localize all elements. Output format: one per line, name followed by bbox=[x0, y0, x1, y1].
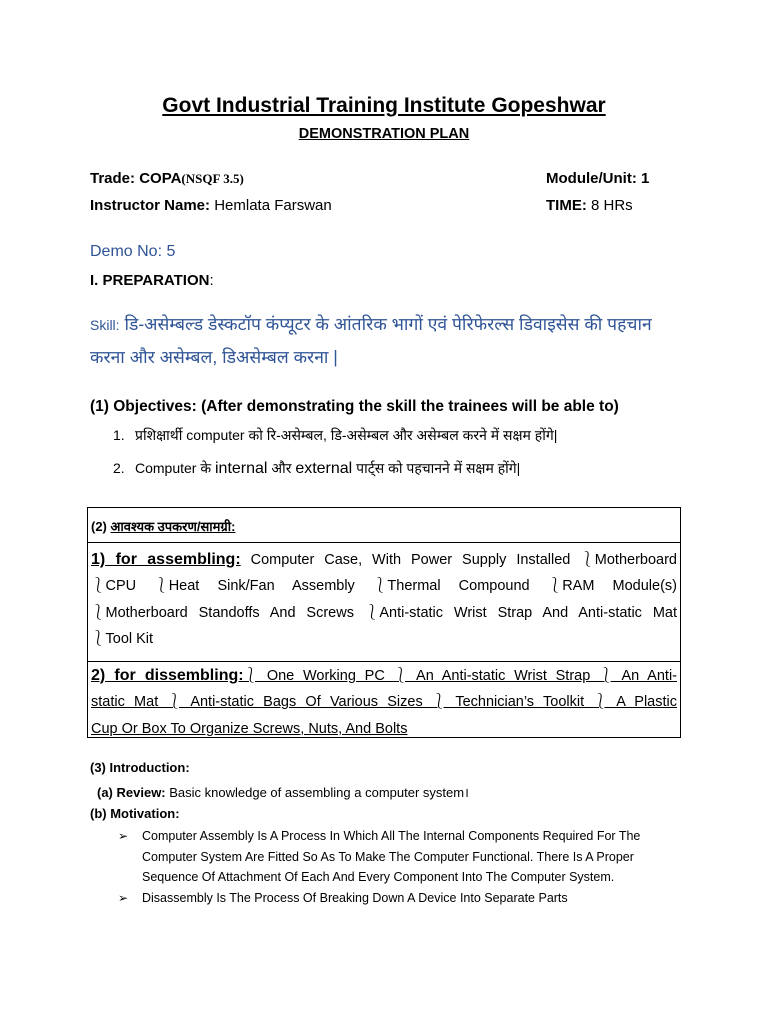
motivation-heading: (b) Motivation: bbox=[90, 806, 180, 821]
assembling-line-1-text: Computer Case, With Power Supply Installed ⎱Motherboard bbox=[240, 552, 677, 568]
dissembling-row bbox=[88, 662, 680, 739]
dissembling-line-1-text: ⎱ One Working PC ⎱ An Anti-static Wrist Strap ⎱ An Anti- bbox=[243, 668, 677, 684]
equipment-heading bbox=[91, 517, 235, 535]
arrowhead-bullet-icon: ➢ bbox=[118, 890, 129, 905]
skill-text: डि-असेम्बल्ड डेस्कटॉप कंप्यूटर के आंतरिक भागों एवं पेरिफेरल्स डिवाइसेस की पहचान करना और असेम्बल, डिअसेम्बल करना | bbox=[90, 314, 652, 367]
module-line bbox=[546, 170, 649, 187]
dissembling-paragraph bbox=[91, 663, 677, 742]
instructor-line bbox=[90, 197, 332, 214]
review-line bbox=[97, 783, 469, 801]
review-text: Basic knowledge of assembling a computer system। bbox=[165, 785, 469, 800]
objectives-list bbox=[90, 424, 557, 490]
equipment-heading-text: आवश्यक उपकरण/सामग्री: bbox=[110, 519, 236, 534]
demo-number: Demo No: 5 bbox=[90, 243, 176, 260]
module-label: Module/Unit: bbox=[546, 170, 637, 187]
skill-statement bbox=[90, 308, 690, 373]
list-item bbox=[118, 888, 672, 909]
assembling-paragraph bbox=[91, 547, 677, 652]
preparation-heading bbox=[90, 272, 214, 289]
assembling-line-3: ⎱Motherboard Standoffs And Screws ⎱Anti-static Wrist Strap And Anti-static Mat bbox=[91, 604, 677, 621]
objective-term-external: external bbox=[295, 460, 353, 477]
preparation-label: I. PREPARATION bbox=[90, 272, 210, 289]
list-item bbox=[113, 424, 558, 457]
objective-number: 2. bbox=[113, 460, 125, 476]
dissembling-line-2: static Mat ⎱ Anti-static Bags Of Various Sizes ⎱ Technician’s Toolkit ⎱ A Plastic bbox=[91, 694, 677, 711]
trade-line bbox=[90, 170, 244, 187]
time-value: 8 HRs bbox=[591, 197, 633, 214]
document-subtitle: DEMONSTRATION PLAN bbox=[298, 126, 470, 142]
equipment-header-row bbox=[88, 508, 680, 543]
equipment-heading-number: (2) bbox=[91, 519, 111, 534]
time-line bbox=[546, 197, 633, 214]
objective-number: 1. bbox=[113, 427, 125, 443]
trade-label: Trade: bbox=[90, 170, 136, 187]
time-label: TIME: bbox=[546, 197, 587, 214]
motivation-text: Disassembly Is The Process Of Breaking Down A Device Into Separate Parts bbox=[142, 890, 568, 905]
objective-term-internal: internal bbox=[215, 460, 268, 477]
preparation-colon: : bbox=[209, 272, 214, 289]
motivation-text: Computer Assembly Is A Process In Which All The Internal Components Required For The Computer System Are Fitted So As To Make The Computer Functional. There Is A Proper Sequence Of Attachment Of Each And Every Component Into The Computer System. bbox=[142, 829, 641, 884]
assembling-line-1 bbox=[91, 547, 677, 573]
module-value: 1 bbox=[641, 170, 650, 187]
dissembling-heading: 2) for dissembling: bbox=[91, 667, 244, 684]
arrowhead-bullet-icon: ➢ bbox=[118, 829, 129, 843]
objective-text: प्रशिक्षार्थी computer को रि-असेम्बल, डि-असेम्बल और असेम्बल करने में सक्षम होंगे| bbox=[135, 427, 558, 443]
objectives-heading: (1) Objectives: (After demonstrating the skill the trainees will be able to) bbox=[90, 398, 619, 415]
list-item bbox=[113, 457, 557, 490]
equipment-table bbox=[87, 507, 681, 738]
assembling-heading: 1) for assembling: bbox=[91, 551, 241, 568]
nsqf-level: (NSQF 3.5) bbox=[181, 171, 244, 186]
skill-label: Skill: bbox=[90, 317, 120, 333]
objective-text-mid: और bbox=[267, 460, 296, 476]
dissembling-line-3: Cup Or Box To Organize Screws, Nuts, And Bolts bbox=[91, 720, 408, 737]
assembling-line-4: ⎱Tool Kit bbox=[91, 630, 154, 647]
list-item bbox=[118, 826, 672, 888]
instructor-name: Hemlata Farswan bbox=[214, 197, 332, 214]
motivation-list bbox=[118, 826, 672, 908]
introduction-heading: (3) Introduction: bbox=[90, 760, 190, 775]
instructor-label: Instructor Name: bbox=[90, 197, 211, 214]
assembling-line-2: ⎱CPU ⎱Heat Sink/Fan Assembly ⎱Thermal Compound ⎱RAM Module(s) bbox=[91, 578, 677, 595]
dissembling-line-1 bbox=[91, 663, 677, 689]
trade-value: COPA bbox=[139, 170, 182, 187]
document-title: Govt Industrial Training Institute Gopeshwar bbox=[162, 94, 606, 117]
assembling-row bbox=[88, 543, 680, 662]
objective-text-end: पार्ट्स को पहचानने में सक्षम होंगे| bbox=[352, 460, 521, 476]
objective-text-start: Computer के bbox=[135, 460, 215, 476]
review-label: (a) Review: bbox=[97, 785, 166, 800]
